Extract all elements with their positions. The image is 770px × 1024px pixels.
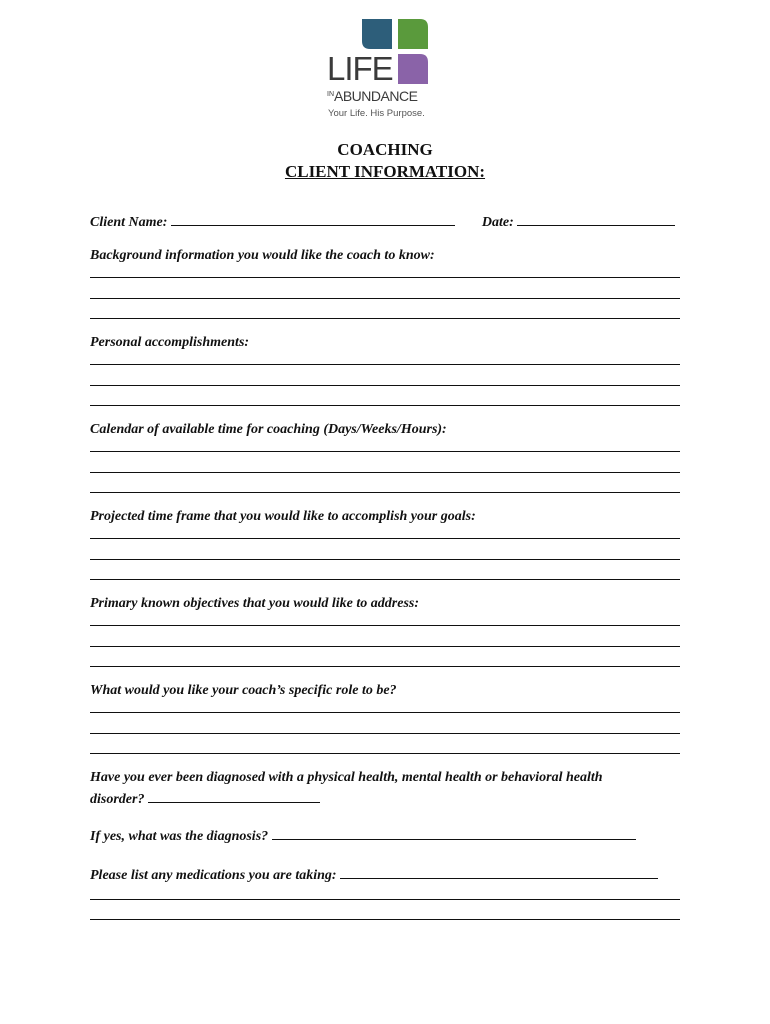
timeframe-line-1[interactable]: [90, 538, 680, 539]
medications-row: [90, 865, 682, 885]
logo-subtitle-main: ABUNDANCE: [334, 88, 418, 104]
page-title: COACHING: [337, 140, 433, 159]
diagnosis-label: If yes, what was the diagnosis?: [90, 829, 269, 844]
medications-field[interactable]: [340, 865, 658, 879]
objectives-line-1[interactable]: [90, 625, 680, 626]
diagnosed-row: [90, 789, 682, 809]
timeframe-label: Projected time frame that you would like to accomplish your goals:: [90, 509, 476, 524]
logo-subtitle: [327, 88, 417, 103]
logo-tagline: Your Life. His Purpose.: [328, 108, 425, 119]
client-name-field[interactable]: [171, 212, 455, 226]
background-line-2[interactable]: [90, 298, 680, 299]
purple-leaf: [398, 54, 428, 84]
background-line-3[interactable]: [90, 318, 680, 319]
diagnosed-label-line-1: Have you ever been diagnosed with a physical health, mental health or behavioral health: [90, 770, 603, 785]
diagnosed-label-line-2: disorder?: [90, 792, 145, 807]
coach-role-line-3[interactable]: [90, 753, 680, 754]
calendar-label: Calendar of available time for coaching (Days/Weeks/Hours):: [90, 422, 447, 437]
logo-subtitle-small: IN: [327, 91, 334, 98]
accomplishments-line-2[interactable]: [90, 385, 680, 386]
blue-leaf: [362, 19, 392, 49]
coach-role-line-2[interactable]: [90, 733, 680, 734]
accomplishments-line-3[interactable]: [90, 405, 680, 406]
date-label: Date:: [481, 215, 514, 230]
background-line-1[interactable]: [90, 277, 680, 278]
diagnosis-row: [90, 826, 682, 846]
logo-word: LIFE: [327, 50, 393, 87]
client-name-label: Client Name:: [90, 215, 168, 230]
background-label: Background information you would like the coach to know:: [90, 248, 435, 263]
green-leaf: [398, 19, 428, 49]
diagnosis-field[interactable]: [272, 826, 636, 840]
coach-role-label: What would you like your coach’s specific role to be?: [90, 683, 397, 698]
calendar-line-2[interactable]: [90, 472, 680, 473]
medications-label: Please list any medications you are taking:: [90, 868, 337, 883]
objectives-line-2[interactable]: [90, 646, 680, 647]
coach-role-line-1[interactable]: [90, 712, 680, 713]
diagnosed-answer-field[interactable]: [148, 789, 320, 803]
calendar-line-1[interactable]: [90, 451, 680, 452]
timeframe-line-3[interactable]: [90, 579, 680, 580]
objectives-line-3[interactable]: [90, 666, 680, 667]
timeframe-line-2[interactable]: [90, 559, 680, 560]
objectives-label: Primary known objectives that you would like to address:: [90, 596, 420, 611]
life-in-abundance-logo: [320, 14, 450, 124]
medications-line-2[interactable]: [90, 919, 680, 920]
medications-line-1[interactable]: [90, 899, 680, 900]
calendar-line-3[interactable]: [90, 492, 680, 493]
client-name-row: [90, 212, 682, 232]
page-subtitle: CLIENT INFORMATION:: [284, 162, 486, 181]
date-field[interactable]: [517, 212, 675, 226]
accomplishments-label: Personal accomplishments:: [90, 335, 250, 350]
accomplishments-line-1[interactable]: [90, 364, 680, 365]
